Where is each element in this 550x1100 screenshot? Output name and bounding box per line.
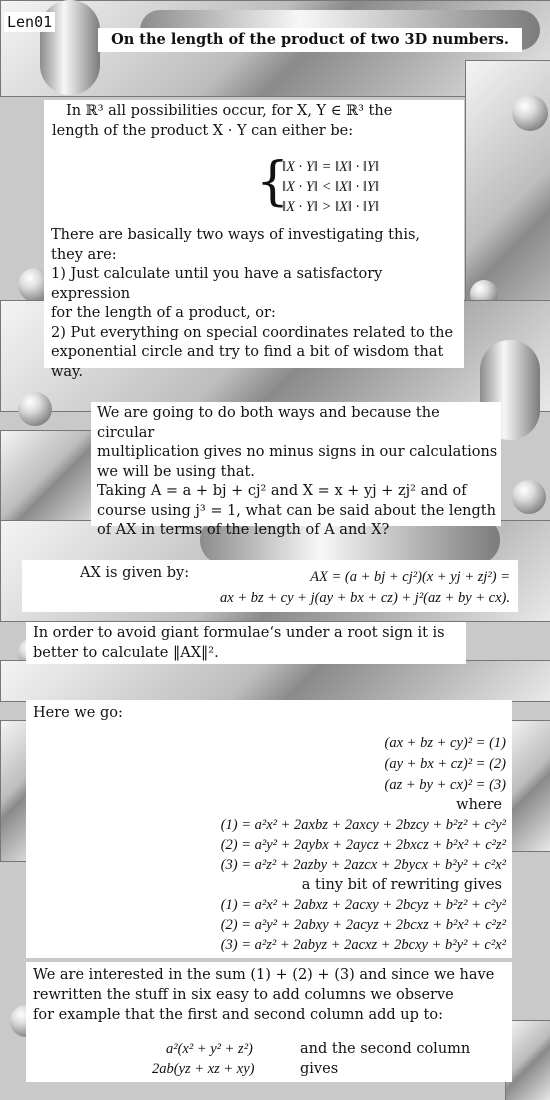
avoid-panel bbox=[26, 622, 466, 664]
page-title: On the length of the product of two 3D numbers. bbox=[98, 28, 522, 52]
both-line: multiplication gives no minus signs in our calculations bbox=[97, 444, 498, 460]
rewritten-3: (3) = a²z² + 2abyz + 2acxz + 2bcxy + b²y² + c²x² bbox=[220, 937, 506, 953]
intro-line-2: length of the product X · Y can either be: bbox=[52, 123, 354, 139]
ax-equation-1: AX = (a + bj + cj²)(x + yj + zj²) = bbox=[310, 569, 510, 585]
both-line: course using j³ = 1, what can be said about the length bbox=[97, 502, 496, 519]
both-line: Taking A = a + bj + cj² and X = x + yj + zj² and of bbox=[97, 483, 467, 499]
sphere-icon bbox=[512, 95, 548, 131]
both-line: of AX in terms of the length of A and X? bbox=[97, 522, 390, 538]
ways-line: exponential circle and try to find a bit of wisdom that bbox=[51, 344, 444, 360]
both-line: we will be using that. bbox=[97, 463, 255, 480]
case-equal: ‖X · Y‖ = ‖X‖ · ‖Y‖ bbox=[282, 159, 380, 175]
square-3: (az + by + cx)² = (3) bbox=[384, 777, 506, 793]
ways-line: 2) Put everything on special coordinates related to the bbox=[51, 324, 454, 341]
both-panel bbox=[91, 402, 501, 538]
logo: Len01 bbox=[4, 12, 55, 32]
ways-line: way. bbox=[51, 363, 83, 380]
ax-label: AX is given by: bbox=[80, 565, 190, 581]
expansion-2: (2) = a²y² + 2aybx + 2aycz + 2bxcz + b²x² + c²z² bbox=[220, 837, 506, 853]
square-1: (ax + bz + cy)² = (1) bbox=[384, 735, 506, 751]
column-1-sum: a²(x² + y² + z²) bbox=[166, 1041, 253, 1057]
expansion-3: (3) = a²z² + 2azby + 2azcx + 2bycx + b²y² + c²x² bbox=[220, 857, 506, 873]
intro-line-1: In ℝ³ all possibilities occur, for X, Y ∈ ℝ³ the bbox=[66, 103, 393, 119]
avoid-line: better to calculate ‖AX‖². bbox=[33, 644, 219, 661]
where-text: where bbox=[456, 797, 502, 813]
rewritten-2: (2) = a²y² + 2abxy + 2acyz + 2bcxz + b²x² + c²z² bbox=[220, 917, 506, 933]
left-brace: { bbox=[256, 152, 290, 212]
avoid-line: In order to avoid giant formulae‘s under a root sign it is bbox=[33, 625, 445, 641]
rewrite-text: a tiny bit of rewriting gives bbox=[301, 877, 502, 893]
ways-line: 1) Just calculate until you have a satisfactory expression bbox=[51, 266, 383, 302]
sphere-icon bbox=[18, 392, 52, 426]
sum-panel bbox=[26, 962, 512, 1082]
sum-line: We are interested in the sum (1) + (2) + (3) and since we have bbox=[33, 967, 495, 983]
ways-line: for the length of a product, or: bbox=[51, 305, 276, 321]
case-greater: ‖X · Y‖ > ‖X‖ · ‖Y‖ bbox=[282, 199, 380, 215]
sphere-icon bbox=[512, 480, 546, 514]
herewego-label: Here we go: bbox=[33, 705, 123, 721]
ways-line: There are basically two ways of investigating this, bbox=[51, 227, 421, 243]
expansion-1: (1) = a²x² + 2axbz + 2axcy + 2bzcy + b²z² + c²y² bbox=[220, 817, 506, 833]
square-2: (ay + bx + cz)² = (2) bbox=[384, 756, 506, 772]
case-less: ‖X · Y‖ < ‖X‖ · ‖Y‖ bbox=[282, 179, 380, 195]
both-line: We are going to do both ways and because the circular bbox=[97, 405, 440, 441]
calc-panel bbox=[26, 700, 512, 958]
second-column-note: and the second column gives bbox=[300, 1041, 471, 1077]
sum-line: for example that the first and second column add up to: bbox=[33, 1007, 443, 1023]
ax-equation-2: ax + bz + cy + j(ay + bx + cz) + j²(az + by + cx). bbox=[220, 590, 510, 606]
ways-line: they are: bbox=[51, 246, 117, 263]
rewritten-1: (1) = a²x² + 2abxz + 2acxy + 2bcyz + b²z² + c²y² bbox=[220, 897, 506, 913]
column-2-sum: 2ab(yz + xz + xy) bbox=[152, 1061, 255, 1077]
sum-line: rewritten the stuff in six easy to add columns we observe bbox=[33, 987, 454, 1003]
ways-panel bbox=[44, 226, 464, 380]
intro-panel bbox=[44, 100, 464, 226]
ax-panel bbox=[22, 560, 518, 612]
